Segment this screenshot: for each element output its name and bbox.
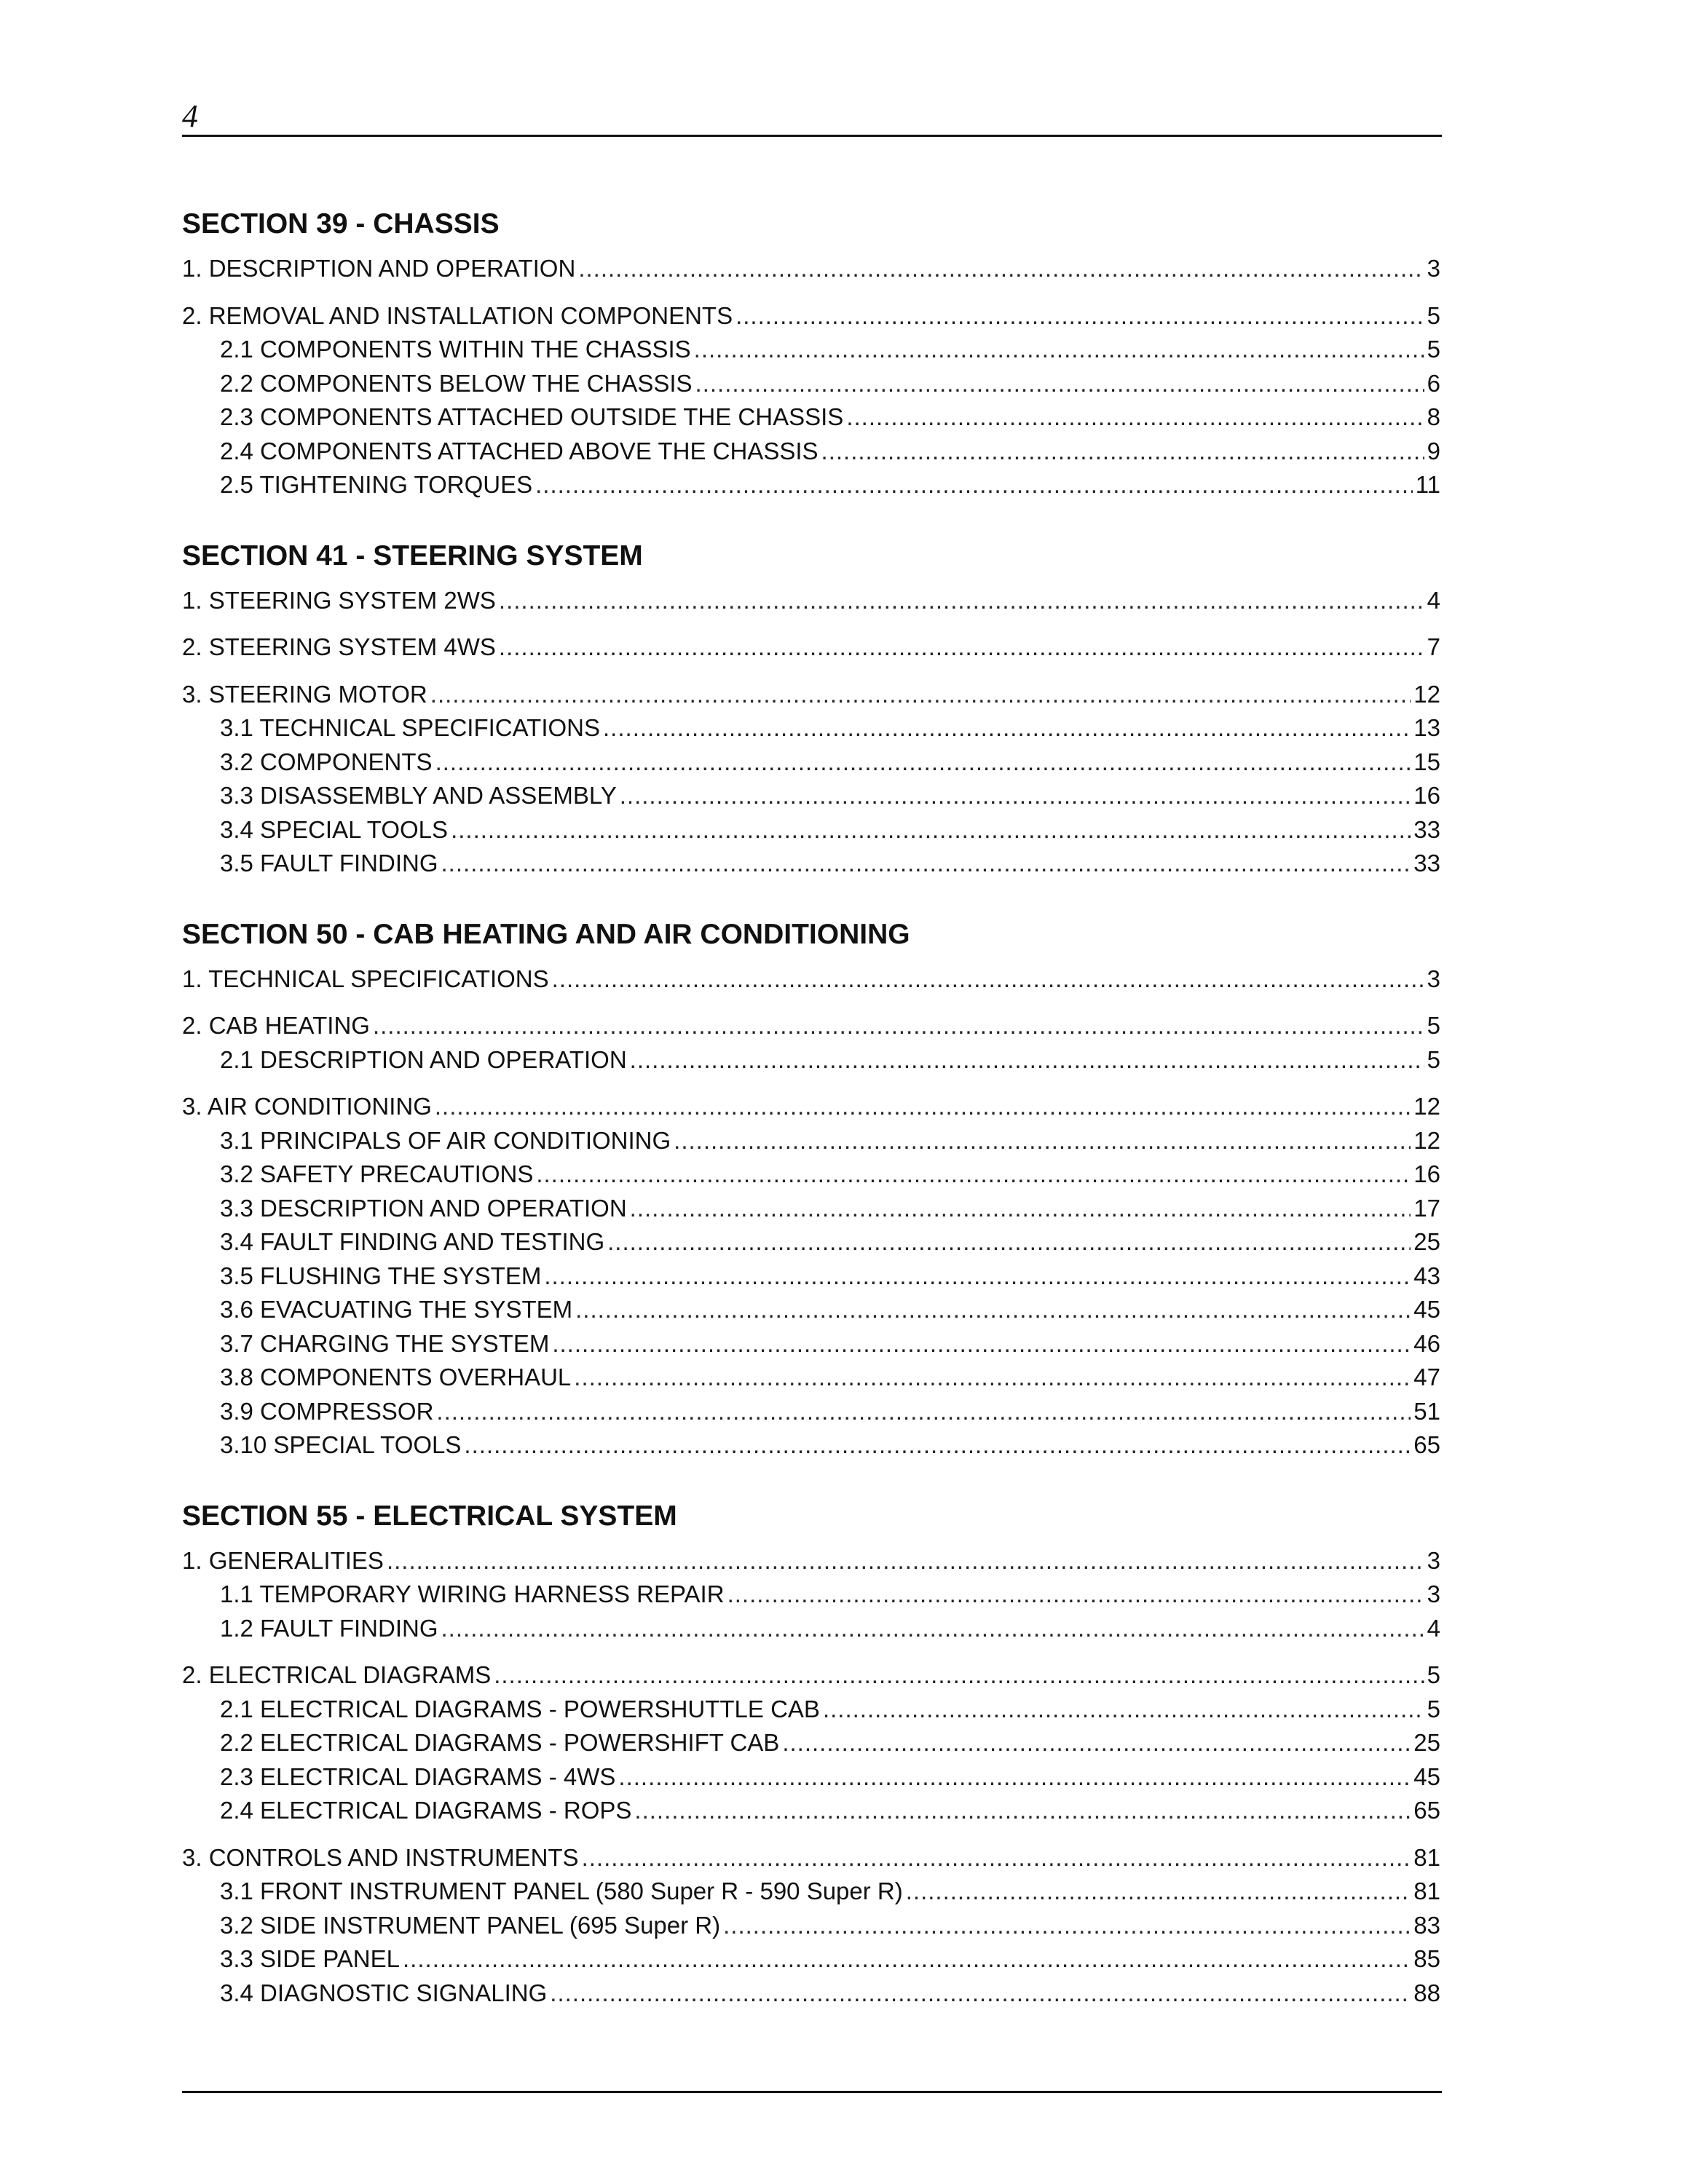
toc-subentry[interactable] [182, 813, 1440, 847]
dot-leader [544, 1259, 1411, 1294]
section-title: SECTION 41 - STEERING SYSTEM [182, 539, 643, 571]
toc-entry-page: 5 [1427, 1695, 1440, 1722]
dot-leader [582, 1841, 1411, 1875]
dot-leader [674, 1124, 1411, 1158]
toc-subentry[interactable] [182, 1578, 1440, 1612]
toc-entry-page: 4 [1427, 1614, 1440, 1642]
toc-entry-page: 5 [1427, 1045, 1440, 1073]
toc-subentry[interactable] [182, 1428, 1440, 1463]
toc-section [182, 1496, 1440, 2011]
toc-group [182, 1090, 1440, 1463]
toc-entry-label: 3.8 COMPONENTS OVERHAUL [220, 1364, 572, 1390]
toc-entry-page: 12 [1413, 680, 1440, 708]
toc-entry-label: 3.1 PRINCIPALS OF AIR CONDITIONING [220, 1126, 671, 1154]
toc-entry-label: 3.2 COMPONENTS [220, 748, 433, 775]
dot-leader [630, 1043, 1424, 1077]
toc-entry-label: 2. CAB HEATING [182, 1012, 370, 1039]
dot-leader [575, 1293, 1411, 1327]
toc-subentry[interactable] [182, 1909, 1440, 1943]
toc-entry-label: 1. STEERING SYSTEM 2WS [182, 586, 496, 614]
toc-entry-page: 5 [1427, 301, 1440, 329]
toc-entry-page: 7 [1427, 633, 1440, 660]
toc-group [182, 1544, 1440, 1646]
toc-entry-page: 16 [1413, 1160, 1440, 1187]
toc-entry-page: 25 [1413, 1228, 1440, 1255]
toc-entry[interactable] [182, 1841, 1440, 1875]
toc-subentry[interactable] [182, 779, 1440, 813]
toc-entry-label: 2.4 COMPONENTS ATTACHED ABOVE THE CHASSIS [220, 437, 819, 464]
toc-entry-label: 3.1 FRONT INSTRUMENT PANEL (580 Super R - 590 Super R) [220, 1878, 903, 1904]
toc-entry-label: 3. STEERING MOTOR [182, 680, 427, 708]
toc-entry-page: 13 [1413, 714, 1440, 741]
dot-leader [550, 1977, 1411, 2011]
dot-leader [499, 630, 1424, 665]
toc-subentry[interactable] [182, 1158, 1440, 1192]
section-title: SECTION 55 - ELECTRICAL SYSTEM [182, 1500, 677, 1532]
toc-entry-label: 3. AIR CONDITIONING [182, 1093, 432, 1120]
toc-subentry[interactable] [182, 1192, 1440, 1226]
toc-subentry[interactable] [182, 1726, 1440, 1760]
section-title: SECTION 50 - CAB HEATING AND AIR CONDITIONING [182, 918, 910, 950]
toc-entry-page: 45 [1413, 1296, 1440, 1323]
toc-subentry[interactable] [182, 1875, 1440, 1909]
toc-entry[interactable] [182, 630, 1440, 665]
toc-subentry[interactable] [182, 1612, 1440, 1646]
toc-entry-label: 1. DESCRIPTION AND OPERATION [182, 255, 576, 282]
toc-section [182, 536, 1440, 881]
toc-entry-label: 2.4 ELECTRICAL DIAGRAMS - ROPS [220, 1797, 632, 1824]
toc-entry[interactable] [182, 299, 1440, 333]
toc-entry-page: 9 [1427, 437, 1440, 464]
dot-leader [430, 678, 1411, 712]
dot-leader [723, 1909, 1411, 1943]
toc-entry-label: 3.3 DISASSEMBLY AND ASSEMBLY [220, 782, 617, 809]
dot-leader [694, 333, 1424, 367]
toc-entry-label: 3.5 FLUSHING THE SYSTEM [220, 1262, 542, 1289]
toc-entry-page: 15 [1413, 748, 1440, 775]
toc-entry-page: 47 [1413, 1364, 1440, 1390]
dot-leader [823, 1693, 1424, 1727]
toc-entry-page: 51 [1413, 1397, 1440, 1425]
toc-group [182, 678, 1440, 881]
toc-group [182, 1658, 1440, 1828]
toc-entry-page: 81 [1413, 1878, 1440, 1904]
dot-leader [373, 1009, 1424, 1043]
toc-entry-label: 2.1 COMPONENTS WITHIN THE CHASSIS [220, 336, 691, 363]
toc-subentry[interactable] [182, 1693, 1440, 1727]
dot-leader [618, 1760, 1411, 1795]
toc-entry[interactable] [182, 962, 1440, 997]
toc-entry-label: 3.1 TECHNICAL SPECIFICATIONS [220, 714, 601, 741]
toc-entry[interactable] [182, 1544, 1440, 1578]
dot-leader [441, 847, 1411, 881]
dot-leader [630, 1192, 1411, 1226]
dot-leader [441, 1612, 1424, 1646]
dot-leader [821, 435, 1424, 469]
toc-entry-page: 33 [1413, 815, 1440, 843]
toc-entry-page: 3 [1427, 1580, 1440, 1607]
toc-entry[interactable] [182, 678, 1440, 712]
toc-subentry[interactable] [182, 1124, 1440, 1158]
toc-entry-page: 85 [1413, 1945, 1440, 1972]
dot-leader [451, 813, 1411, 847]
header-rule [182, 135, 1442, 137]
toc-entry-label: 1. GENERALITIES [182, 1546, 384, 1574]
toc-entry-page: 16 [1413, 782, 1440, 809]
toc-entry-page: 46 [1413, 1329, 1440, 1357]
toc-subentry[interactable] [182, 1225, 1440, 1259]
toc-subentry[interactable] [182, 1977, 1440, 2011]
toc-entry-label: 1. TECHNICAL SPECIFICATIONS [182, 965, 549, 992]
toc-subentry[interactable] [182, 1395, 1440, 1429]
toc-entry-page: 25 [1413, 1729, 1440, 1756]
toc-entry-page: 45 [1413, 1762, 1440, 1790]
dot-leader [735, 299, 1424, 333]
toc-subentry[interactable] [182, 367, 1440, 401]
toc-entry-label: 1.2 FAULT FINDING [220, 1614, 438, 1642]
toc-group [182, 299, 1440, 502]
dot-leader [727, 1578, 1424, 1612]
toc-entry[interactable] [182, 252, 1440, 286]
toc-entry-page: 3 [1427, 1546, 1440, 1574]
toc-subentry[interactable] [182, 1361, 1440, 1395]
toc-entry-page: 12 [1413, 1093, 1440, 1120]
dot-leader [607, 1225, 1411, 1259]
toc-subentry[interactable] [182, 1043, 1440, 1077]
toc-entry-label: 3.2 SIDE INSTRUMENT PANEL (695 Super R) [220, 1911, 721, 1939]
dot-leader [435, 745, 1411, 780]
dot-leader [603, 711, 1411, 745]
toc-entry-page: 83 [1413, 1911, 1440, 1939]
dot-leader [552, 962, 1424, 997]
dot-leader [634, 1794, 1411, 1828]
page-number: 4 [182, 98, 198, 134]
toc-entry-page: 43 [1413, 1262, 1440, 1289]
toc-subentry[interactable] [182, 1327, 1440, 1361]
toc-entry-page: 5 [1427, 336, 1440, 363]
toc-entry-label: 3.4 DIAGNOSTIC SIGNALING [220, 1979, 548, 2006]
footer-rule [182, 2091, 1442, 2093]
toc-group [182, 962, 1440, 997]
toc-entry-page: 3 [1427, 965, 1440, 992]
toc-entry-label: 3.3 DESCRIPTION AND OPERATION [220, 1194, 627, 1222]
toc-entry-label: 3.9 COMPRESSOR [220, 1397, 434, 1425]
toc-subentry[interactable] [182, 468, 1440, 502]
toc-entry-label: 2.5 TIGHTENING TORQUES [220, 471, 533, 498]
toc-entry-label: 3.2 SAFETY PRECAUTIONS [220, 1160, 534, 1187]
toc-entry-page: 65 [1413, 1797, 1440, 1824]
toc-group [182, 630, 1440, 665]
dot-leader [574, 1361, 1411, 1395]
toc-entry-label: 3.10 SPECIAL TOOLS [220, 1431, 462, 1458]
dot-leader [578, 252, 1424, 286]
toc-subentry[interactable] [182, 1942, 1440, 1977]
dot-leader [403, 1942, 1411, 1977]
toc-subentry[interactable] [182, 333, 1440, 367]
toc-subentry[interactable] [182, 435, 1440, 469]
dot-leader [494, 1658, 1424, 1693]
toc-group [182, 584, 1440, 618]
section-title: SECTION 39 - CHASSIS [182, 208, 500, 240]
toc-entry-page: 81 [1413, 1843, 1440, 1871]
toc-entry-label: 2.3 COMPONENTS ATTACHED OUTSIDE THE CHASSIS [220, 403, 844, 430]
toc-group [182, 252, 1440, 286]
toc-entry-page: 12 [1413, 1126, 1440, 1154]
dot-leader [387, 1544, 1424, 1578]
dot-leader [552, 1327, 1411, 1361]
toc-section [182, 204, 1440, 502]
toc-entry-label: 1.1 TEMPORARY WIRING HARNESS REPAIR [220, 1580, 725, 1607]
toc-entry-label: 3.5 FAULT FINDING [220, 850, 438, 877]
toc-group [182, 1841, 1440, 2011]
toc-subentry[interactable] [182, 1794, 1440, 1828]
toc-section [182, 914, 1440, 1463]
toc-entry-page: 5 [1427, 1661, 1440, 1688]
toc-group [182, 1009, 1440, 1077]
table-of-contents [182, 204, 1440, 2010]
toc-entry-label: 2.1 ELECTRICAL DIAGRAMS - POWERSHUTTLE CAB [220, 1695, 820, 1722]
toc-subentry[interactable] [182, 711, 1440, 745]
toc-entry-label: 2.2 COMPONENTS BELOW THE CHASSIS [220, 369, 693, 397]
toc-entry-label: 3.7 CHARGING THE SYSTEM [220, 1329, 550, 1357]
toc-entry-label: 2.2 ELECTRICAL DIAGRAMS - POWERSHIFT CAB [220, 1729, 780, 1756]
toc-subentry[interactable] [182, 1760, 1440, 1795]
toc-entry-page: 65 [1413, 1431, 1440, 1458]
toc-entry-page: 3 [1427, 255, 1440, 282]
toc-entry-page: 17 [1413, 1194, 1440, 1222]
dot-leader [435, 1090, 1411, 1124]
toc-entry[interactable] [182, 1658, 1440, 1693]
toc-entry-page: 6 [1427, 369, 1440, 397]
dot-leader [436, 1395, 1411, 1429]
toc-entry-page: 8 [1427, 403, 1440, 430]
toc-entry-label: 2.3 ELECTRICAL DIAGRAMS - 4WS [220, 1762, 616, 1790]
toc-entry-label: 2. ELECTRICAL DIAGRAMS [182, 1661, 492, 1688]
toc-entry[interactable] [182, 584, 1440, 618]
toc-subentry[interactable] [182, 1293, 1440, 1327]
dot-leader [620, 779, 1411, 813]
toc-entry-label: 3.4 SPECIAL TOOLS [220, 815, 449, 843]
toc-entry[interactable] [182, 1009, 1440, 1043]
toc-entry-page: 11 [1415, 471, 1440, 498]
dot-leader [535, 468, 1413, 502]
toc-entry-page: 33 [1413, 850, 1440, 877]
dot-leader [536, 1158, 1411, 1192]
toc-entry-label: 3.3 SIDE PANEL [220, 1945, 401, 1972]
toc-entry-label: 2. STEERING SYSTEM 4WS [182, 633, 496, 660]
toc-entry-label: 2.1 DESCRIPTION AND OPERATION [220, 1045, 627, 1073]
toc-entry-label: 3.4 FAULT FINDING AND TESTING [220, 1228, 605, 1255]
toc-subentry[interactable] [182, 400, 1440, 435]
toc-entry-label: 3.6 EVACUATING THE SYSTEM [220, 1296, 573, 1323]
toc-subentry[interactable] [182, 1259, 1440, 1294]
toc-subentry[interactable] [182, 745, 1440, 780]
toc-entry-label: 2. REMOVAL AND INSTALLATION COMPONENTS [182, 301, 733, 329]
dot-leader [499, 584, 1424, 618]
dot-leader [695, 367, 1424, 401]
toc-entry-label: 3. CONTROLS AND INSTRUMENTS [182, 1843, 579, 1871]
dot-leader [906, 1875, 1411, 1909]
toc-entry[interactable] [182, 1090, 1440, 1124]
toc-entry-page: 5 [1427, 1012, 1440, 1039]
toc-entry-page: 88 [1413, 1979, 1440, 2006]
toc-entry-page: 4 [1427, 586, 1440, 614]
dot-leader [846, 400, 1424, 435]
toc-subentry[interactable] [182, 847, 1440, 881]
dot-leader [782, 1726, 1411, 1760]
dot-leader [464, 1428, 1411, 1463]
